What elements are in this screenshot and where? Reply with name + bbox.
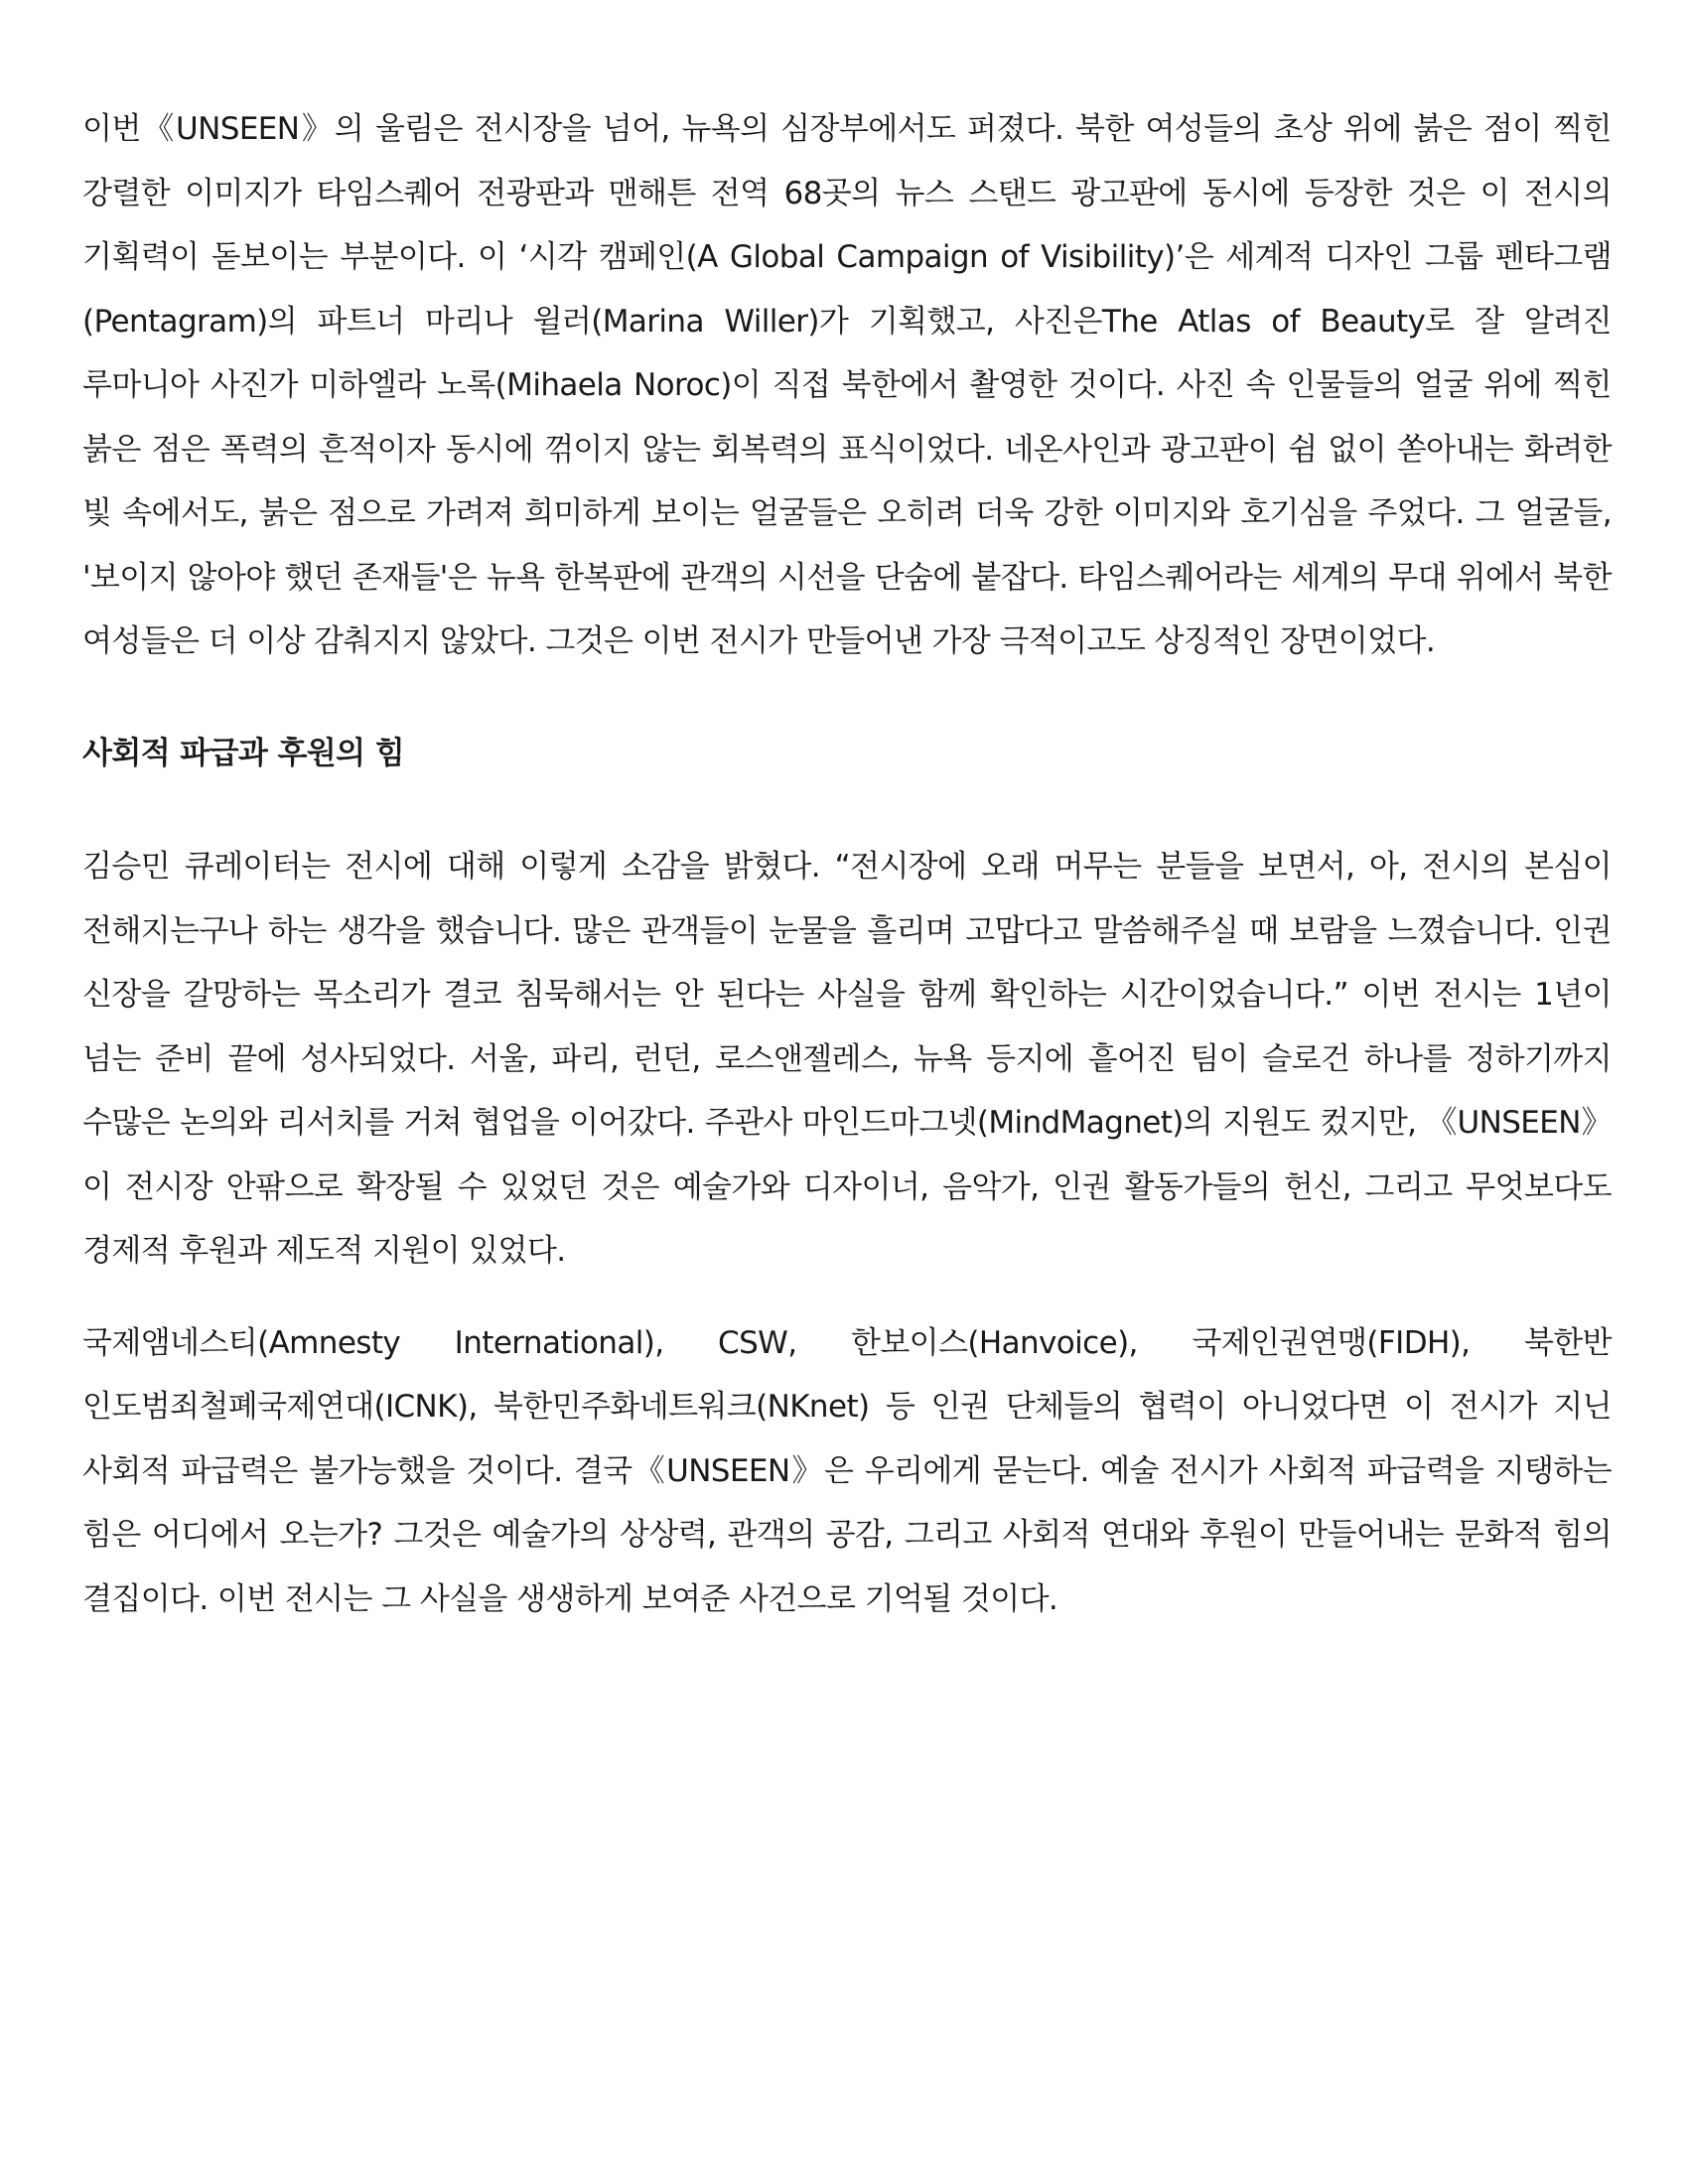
paragraph-times-square-campaign: 이번《UNSEEN》의 울림은 전시장을 넘어, 뉴욕의 심장부에서도 퍼졌다. 북한 여성들의 초상 위에 붉은 점이 찍힌 강렬한 이미지가 타임스퀘어 전광판과 맨해튼 전역 68곳의 뉴스 스탠드 광고판에 동시에 등장한 것은 이 전시의 기획력이 돋보이는 부분이다. 이 ‘시각 캠페인(A Global Campaign of Visibility)’은 세계적 디자인 그룹 펜타그램(Pentagram)의 파트너 마리나 윌러(Marina Willer)가 기획했고, 사진은The Atlas of Beauty로 잘 알려진 루마니아 사진가 미하엘라 노록(Mihaela Noroc)이 직접 북한에서 촬영한 것이다. 사진 속 인물들의 얼굴 위에 찍힌 붉은 점은 폭력의 흔적이자 동시에 꺾이지 않는 회복력의 표식이었다. 네온사인과 광고판이 쉼 없이 쏟아내는 화려한 빛 속에서도, 붉은 점으로 가려져 희미하게 보이는 얼굴들은 오히려 더욱 강한 이미지와 호기심을 주었다. 그 얼굴들, '보이지 않아야 했던 존재들'은 뉴욕 한복판에 관객의 시선을 단숨에 붙잡다. 타임스퀘어라는 세계의 무대 위에서 북한 여성들은 더 이상 감춰지지 않았다. 그것은 이번 전시가 만들어낸 가장 극적이고도 상징적인 장면이었다.	[82, 111, 1612, 659]
paragraph-curator-remarks: 김승민 큐레이터는 전시에 대해 이렇게 소감을 밝혔다. “전시장에 오래 머무는 분들을 보면서, 아, 전시의 본심이 전해지는구나 하는 생각을 했습니다. 많은 관객들이 눈물을 흘리며 고맙다고 말씀해주실 때 보람을 느꼈습니다. 인권 신장을 갈망하는 목소리가 결코 침묵해서는 안 된다는 사실을 함께 확인하는 시간이었습니다.” 이번 전시는 1년이 넘는 준비 끝에 성사되었다. 서울, 파리, 런던, 로스앤젤레스, 뉴욕 등지에 흩어진 팀이 슬로건 하나를 정하기까지 수많은 논의와 리서치를 거쳐 협업을 이어갔다. 주관사 마인드마그넷(MindMagnet)의 지원도 컸지만, 《UNSEEN》이 전시장 안팎으로 확장될 수 있었던 것은 예술가와 디자이너, 음악가, 인권 활동가들의 헌신, 그리고 무엇보다도 경제적 후원과 제도적 지원이 있었다.	[82, 849, 1612, 1269]
section-heading: 사회적 파급과 후원의 힘	[82, 735, 405, 771]
paragraph-partner-organizations: 국제앰네스티(Amnesty International), CSW, 한보이스(Hanvoice), 국제인권연맹(FIDH), 북한반 인도범죄철폐국제연대(ICNK), 북한민주화네트워크(NKnet) 등 인권 단체들의 협력이 아니었다면 이 전시가 지닌 사회적 파급력은 불가능했을 것이다. 결국《UNSEEN》은 우리에게 묻는다. 예술 전시가 사회적 파급력을 지탱하는 힘은 어디에서 오는가? 그것은 예술가의 상상력, 관객의 공감, 그리고 사회적 연대와 후원이 만들어내는 문화적 힘의 결집이다. 이번 전시는 그 사실을 생생하게 보여준 사건으로 기억될 것이다.	[82, 1324, 1612, 1617]
article-body	[82, 97, 1612, 1631]
